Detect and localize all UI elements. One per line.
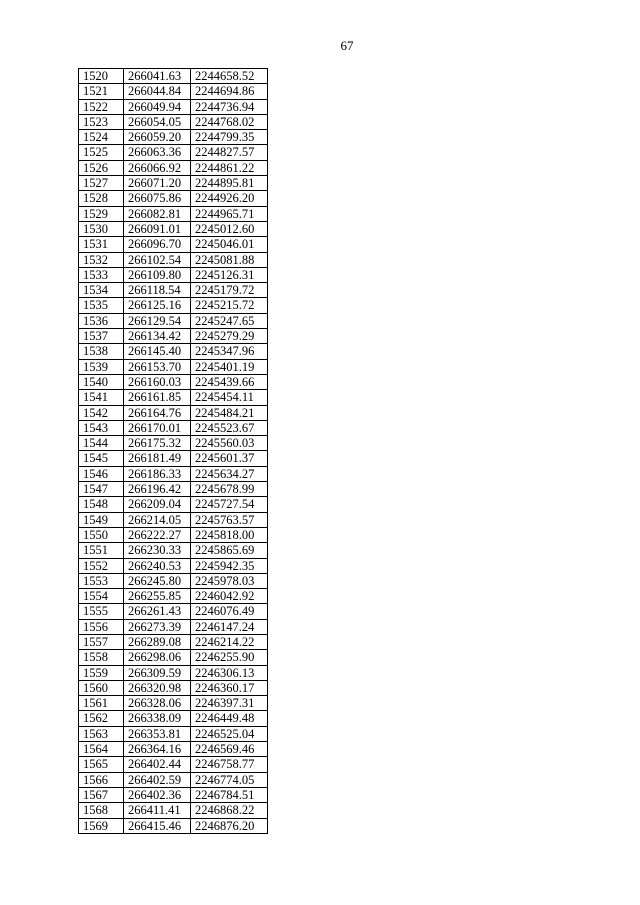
- x-coordinate-cell: 266054.05: [124, 114, 191, 129]
- x-coordinate-cell: 266181.49: [124, 451, 191, 466]
- point-id-cell: 1534: [79, 283, 124, 298]
- x-coordinate-cell: 266289.08: [124, 634, 191, 649]
- table-row: [79, 619, 268, 634]
- x-coordinate-cell: 266041.63: [124, 69, 191, 84]
- coordinates-table: [78, 68, 268, 834]
- y-coordinate-cell: 2244861.22: [191, 160, 268, 175]
- y-coordinate-cell: 2246397.31: [191, 696, 268, 711]
- y-coordinate-cell: 2244694.86: [191, 84, 268, 99]
- table-row: [79, 726, 268, 741]
- x-coordinate-cell: 266230.33: [124, 543, 191, 558]
- page-number: 67: [340, 38, 354, 53]
- point-id-cell: 1569: [79, 818, 124, 833]
- x-coordinate-cell: 266353.81: [124, 726, 191, 741]
- point-id-cell: 1545: [79, 451, 124, 466]
- table-row: [79, 69, 268, 84]
- x-coordinate-cell: 266082.81: [124, 206, 191, 221]
- point-id-cell: 1553: [79, 573, 124, 588]
- table-row: [79, 604, 268, 619]
- point-id-cell: 1521: [79, 84, 124, 99]
- x-coordinate-cell: 266091.01: [124, 221, 191, 236]
- y-coordinate-cell: 2245484.21: [191, 405, 268, 420]
- table-row: [79, 696, 268, 711]
- y-coordinate-cell: 2245215.72: [191, 298, 268, 313]
- table-row: [79, 680, 268, 695]
- y-coordinate-cell: 2245046.01: [191, 237, 268, 252]
- table-row: [79, 99, 268, 114]
- y-coordinate-cell: 2246076.49: [191, 604, 268, 619]
- x-coordinate-cell: 266096.70: [124, 237, 191, 252]
- y-coordinate-cell: 2245012.60: [191, 221, 268, 236]
- y-coordinate-cell: 2245081.88: [191, 252, 268, 267]
- table-row: [79, 252, 268, 267]
- point-id-cell: 1533: [79, 267, 124, 282]
- x-coordinate-cell: 266402.36: [124, 787, 191, 802]
- x-coordinate-cell: 266196.42: [124, 482, 191, 497]
- x-coordinate-cell: 266160.03: [124, 374, 191, 389]
- point-id-cell: 1535: [79, 298, 124, 313]
- point-id-cell: 1550: [79, 527, 124, 542]
- y-coordinate-cell: 2245560.03: [191, 436, 268, 451]
- x-coordinate-cell: 266129.54: [124, 313, 191, 328]
- point-id-cell: 1536: [79, 313, 124, 328]
- y-coordinate-cell: 2246876.20: [191, 818, 268, 833]
- x-coordinate-cell: 266402.59: [124, 772, 191, 787]
- y-coordinate-cell: 2245347.96: [191, 344, 268, 359]
- point-id-cell: 1564: [79, 742, 124, 757]
- point-id-cell: 1554: [79, 589, 124, 604]
- point-id-cell: 1565: [79, 757, 124, 772]
- point-id-cell: 1561: [79, 696, 124, 711]
- table-row: [79, 374, 268, 389]
- x-coordinate-cell: 266222.27: [124, 527, 191, 542]
- point-id-cell: 1531: [79, 237, 124, 252]
- x-coordinate-cell: 266186.33: [124, 466, 191, 481]
- x-coordinate-cell: 266320.98: [124, 680, 191, 695]
- table-row: [79, 344, 268, 359]
- table-row: [79, 589, 268, 604]
- table-row: [79, 84, 268, 99]
- table-row: [79, 191, 268, 206]
- y-coordinate-cell: 2245942.35: [191, 558, 268, 573]
- table-row: [79, 283, 268, 298]
- x-coordinate-cell: 266298.06: [124, 650, 191, 665]
- point-id-cell: 1529: [79, 206, 124, 221]
- table-row: [79, 757, 268, 772]
- table-row: [79, 527, 268, 542]
- y-coordinate-cell: 2245818.00: [191, 527, 268, 542]
- y-coordinate-cell: 2245126.31: [191, 267, 268, 282]
- x-coordinate-cell: 266214.05: [124, 512, 191, 527]
- table-row: [79, 482, 268, 497]
- y-coordinate-cell: 2244658.52: [191, 69, 268, 84]
- table-row: [79, 329, 268, 344]
- point-id-cell: 1530: [79, 221, 124, 236]
- x-coordinate-cell: 266255.85: [124, 589, 191, 604]
- point-id-cell: 1567: [79, 787, 124, 802]
- point-id-cell: 1546: [79, 466, 124, 481]
- y-coordinate-cell: 2246147.24: [191, 619, 268, 634]
- y-coordinate-cell: 2246042.92: [191, 589, 268, 604]
- y-coordinate-cell: 2245279.29: [191, 329, 268, 344]
- y-coordinate-cell: 2246214.22: [191, 634, 268, 649]
- point-id-cell: 1532: [79, 252, 124, 267]
- point-id-cell: 1537: [79, 329, 124, 344]
- table-row: [79, 451, 268, 466]
- table-row: [79, 160, 268, 175]
- table-row: [79, 787, 268, 802]
- x-coordinate-cell: 266109.80: [124, 267, 191, 282]
- x-coordinate-cell: 266175.32: [124, 436, 191, 451]
- point-id-cell: 1524: [79, 130, 124, 145]
- table-row: [79, 130, 268, 145]
- y-coordinate-cell: 2245179.72: [191, 283, 268, 298]
- point-id-cell: 1528: [79, 191, 124, 206]
- table-row: [79, 665, 268, 680]
- y-coordinate-cell: 2245634.27: [191, 466, 268, 481]
- x-coordinate-cell: 266145.40: [124, 344, 191, 359]
- table-row: [79, 512, 268, 527]
- table-row: [79, 420, 268, 435]
- x-coordinate-cell: 266075.86: [124, 191, 191, 206]
- y-coordinate-cell: 2246868.22: [191, 803, 268, 818]
- point-id-cell: 1525: [79, 145, 124, 160]
- y-coordinate-cell: 2245439.66: [191, 374, 268, 389]
- y-coordinate-cell: 2245763.57: [191, 512, 268, 527]
- x-coordinate-cell: 266153.70: [124, 359, 191, 374]
- point-id-cell: 1526: [79, 160, 124, 175]
- table-row: [79, 436, 268, 451]
- point-id-cell: 1560: [79, 680, 124, 695]
- x-coordinate-cell: 266118.54: [124, 283, 191, 298]
- table-row: [79, 573, 268, 588]
- x-coordinate-cell: 266245.80: [124, 573, 191, 588]
- table-row: [79, 176, 268, 191]
- point-id-cell: 1538: [79, 344, 124, 359]
- y-coordinate-cell: 2245401.19: [191, 359, 268, 374]
- x-coordinate-cell: 266161.85: [124, 390, 191, 405]
- y-coordinate-cell: 2246758.77: [191, 757, 268, 772]
- table-row: [79, 313, 268, 328]
- y-coordinate-cell: 2244799.35: [191, 130, 268, 145]
- point-id-cell: 1559: [79, 665, 124, 680]
- point-id-cell: 1556: [79, 619, 124, 634]
- y-coordinate-cell: 2245454.11: [191, 390, 268, 405]
- point-id-cell: 1566: [79, 772, 124, 787]
- x-coordinate-cell: 266309.59: [124, 665, 191, 680]
- point-id-cell: 1523: [79, 114, 124, 129]
- y-coordinate-cell: 2244926.20: [191, 191, 268, 206]
- point-id-cell: 1549: [79, 512, 124, 527]
- y-coordinate-cell: 2246255.90: [191, 650, 268, 665]
- y-coordinate-cell: 2244895.81: [191, 176, 268, 191]
- x-coordinate-cell: 266134.42: [124, 329, 191, 344]
- table-row: [79, 145, 268, 160]
- y-coordinate-cell: 2246774.05: [191, 772, 268, 787]
- point-id-cell: 1544: [79, 436, 124, 451]
- x-coordinate-cell: 266240.53: [124, 558, 191, 573]
- y-coordinate-cell: 2246306.13: [191, 665, 268, 680]
- point-id-cell: 1552: [79, 558, 124, 573]
- point-id-cell: 1557: [79, 634, 124, 649]
- y-coordinate-cell: 2244736.94: [191, 99, 268, 114]
- point-id-cell: 1522: [79, 99, 124, 114]
- point-id-cell: 1558: [79, 650, 124, 665]
- y-coordinate-cell: 2246360.17: [191, 680, 268, 695]
- x-coordinate-cell: 266209.04: [124, 497, 191, 512]
- y-coordinate-cell: 2245727.54: [191, 497, 268, 512]
- table-row: [79, 221, 268, 236]
- y-coordinate-cell: 2245678.99: [191, 482, 268, 497]
- point-id-cell: 1541: [79, 390, 124, 405]
- x-coordinate-cell: 266164.76: [124, 405, 191, 420]
- x-coordinate-cell: 266071.20: [124, 176, 191, 191]
- table-row: [79, 267, 268, 282]
- point-id-cell: 1568: [79, 803, 124, 818]
- point-id-cell: 1547: [79, 482, 124, 497]
- y-coordinate-cell: 2246569.46: [191, 742, 268, 757]
- table-row: [79, 466, 268, 481]
- y-coordinate-cell: 2246449.48: [191, 711, 268, 726]
- x-coordinate-cell: 266273.39: [124, 619, 191, 634]
- x-coordinate-cell: 266102.54: [124, 252, 191, 267]
- x-coordinate-cell: 266125.16: [124, 298, 191, 313]
- x-coordinate-cell: 266328.06: [124, 696, 191, 711]
- y-coordinate-cell: 2244965.71: [191, 206, 268, 221]
- x-coordinate-cell: 266402.44: [124, 757, 191, 772]
- point-id-cell: 1555: [79, 604, 124, 619]
- table-row: [79, 390, 268, 405]
- y-coordinate-cell: 2245523.67: [191, 420, 268, 435]
- y-coordinate-cell: 2244827.57: [191, 145, 268, 160]
- x-coordinate-cell: 266415.46: [124, 818, 191, 833]
- y-coordinate-cell: 2245978.03: [191, 573, 268, 588]
- table-row: [79, 206, 268, 221]
- point-id-cell: 1539: [79, 359, 124, 374]
- x-coordinate-cell: 266049.94: [124, 99, 191, 114]
- table-row: [79, 650, 268, 665]
- table-row: [79, 543, 268, 558]
- y-coordinate-cell: 2245601.37: [191, 451, 268, 466]
- x-coordinate-cell: 266066.92: [124, 160, 191, 175]
- x-coordinate-cell: 266063.36: [124, 145, 191, 160]
- point-id-cell: 1548: [79, 497, 124, 512]
- y-coordinate-cell: 2245247.65: [191, 313, 268, 328]
- point-id-cell: 1527: [79, 176, 124, 191]
- x-coordinate-cell: 266059.20: [124, 130, 191, 145]
- x-coordinate-cell: 266338.09: [124, 711, 191, 726]
- x-coordinate-cell: 266261.43: [124, 604, 191, 619]
- x-coordinate-cell: 266044.84: [124, 84, 191, 99]
- table-row: [79, 634, 268, 649]
- point-id-cell: 1563: [79, 726, 124, 741]
- coordinates-table-body: [79, 69, 268, 834]
- point-id-cell: 1542: [79, 405, 124, 420]
- table-row: [79, 742, 268, 757]
- table-row: [79, 298, 268, 313]
- table-row: [79, 405, 268, 420]
- table-row: [79, 803, 268, 818]
- table-row: [79, 558, 268, 573]
- x-coordinate-cell: 266411.41: [124, 803, 191, 818]
- point-id-cell: 1551: [79, 543, 124, 558]
- x-coordinate-cell: 266364.16: [124, 742, 191, 757]
- y-coordinate-cell: 2246784.51: [191, 787, 268, 802]
- x-coordinate-cell: 266170.01: [124, 420, 191, 435]
- point-id-cell: 1520: [79, 69, 124, 84]
- table-row: [79, 772, 268, 787]
- table-row: [79, 497, 268, 512]
- y-coordinate-cell: 2245865.69: [191, 543, 268, 558]
- table-row: [79, 711, 268, 726]
- table-row: [79, 237, 268, 252]
- table-row: [79, 818, 268, 833]
- table-row: [79, 114, 268, 129]
- point-id-cell: 1543: [79, 420, 124, 435]
- point-id-cell: 1562: [79, 711, 124, 726]
- y-coordinate-cell: 2246525.04: [191, 726, 268, 741]
- point-id-cell: 1540: [79, 374, 124, 389]
- table-row: [79, 359, 268, 374]
- y-coordinate-cell: 2244768.02: [191, 114, 268, 129]
